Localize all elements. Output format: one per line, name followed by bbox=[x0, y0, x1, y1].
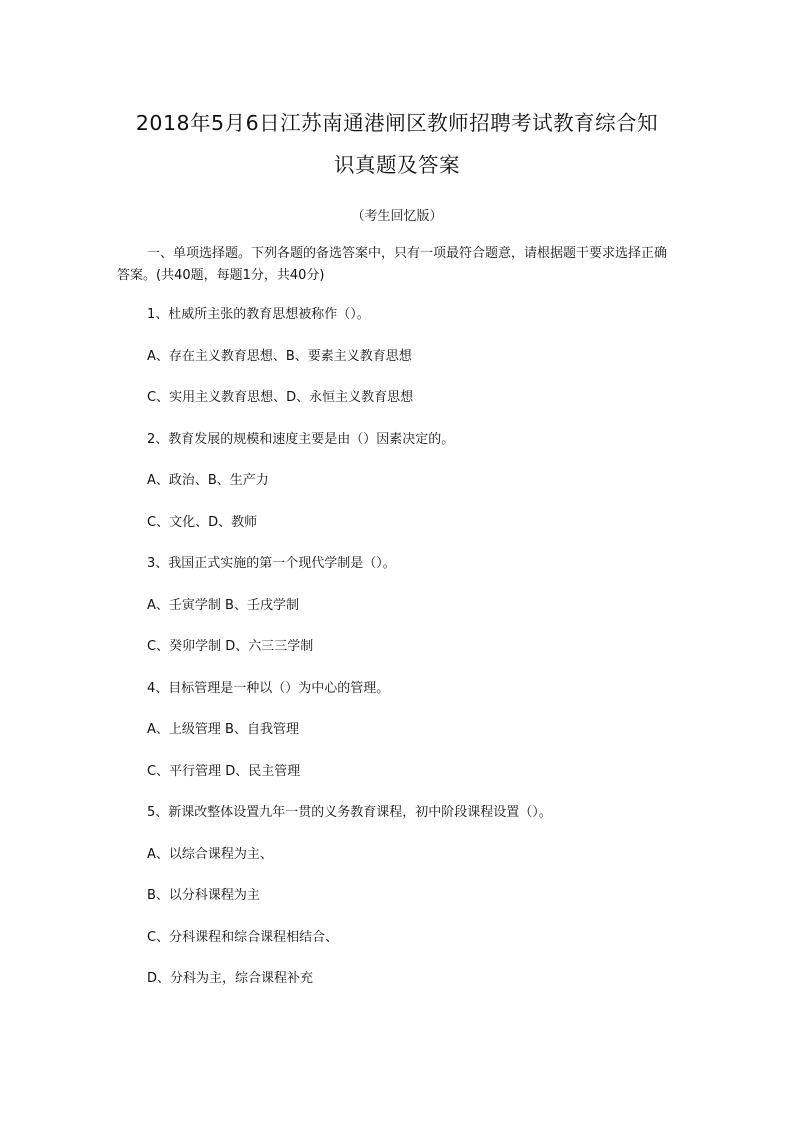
question-5-option-d: D、分科为主，综合课程补充 bbox=[147, 971, 314, 986]
question-3-options-ab: A、壬寅学制 B、壬戌学制 bbox=[147, 598, 299, 613]
question-5: 5、新课改整体设置九年一贯的义务教育课程，初中阶段课程设置（）。 bbox=[147, 805, 552, 820]
question-3-options-cd: C、癸卯学制 D、六三三学制 bbox=[147, 639, 314, 654]
document-title-line-1: 2018年5月6日江苏南通港闸区教师招聘考试教育综合知 bbox=[135, 111, 659, 135]
question-4-options-ab: A、上级管理 B、自我管理 bbox=[147, 722, 299, 737]
question-2-options-ab: A、政治、B、生产力 bbox=[147, 473, 269, 488]
question-1-options-cd: C、实用主义教育思想、D、永恒主义教育思想 bbox=[147, 390, 414, 405]
question-5-option-c: C、分科课程和综合课程相结合、 bbox=[147, 930, 339, 945]
question-4-options-cd: C、平行管理 D、民主管理 bbox=[147, 764, 301, 779]
question-5-option-b: B、以分科课程为主 bbox=[147, 888, 260, 903]
question-2-options-cd: C、文化、D、教师 bbox=[147, 515, 258, 530]
question-1: 1、杜威所主张的教育思想被称作（）。 bbox=[147, 307, 370, 322]
question-2: 2、教育发展的规模和速度主要是由（）因素决定的。 bbox=[147, 432, 455, 447]
question-5-option-a: A、以综合课程为主、 bbox=[147, 847, 273, 862]
document-title-line-2: 识真题及答案 bbox=[334, 153, 460, 177]
question-1-options-ab: A、存在主义教育思想、B、要素主义教育思想 bbox=[147, 349, 412, 364]
question-4: 4、目标管理是一种以（）为中心的管理。 bbox=[147, 681, 390, 696]
document-subtitle: （考生回忆版） bbox=[351, 209, 443, 224]
section-intro: 一、单项选择题。下列各题的备选答案中，只有一项最符合题意，请根据题干要求选择正确答案。(共40题，每题1分，共40分) bbox=[117, 246, 668, 283]
question-3: 3、我国正式实施的第一个现代学制是（）。 bbox=[147, 556, 396, 571]
